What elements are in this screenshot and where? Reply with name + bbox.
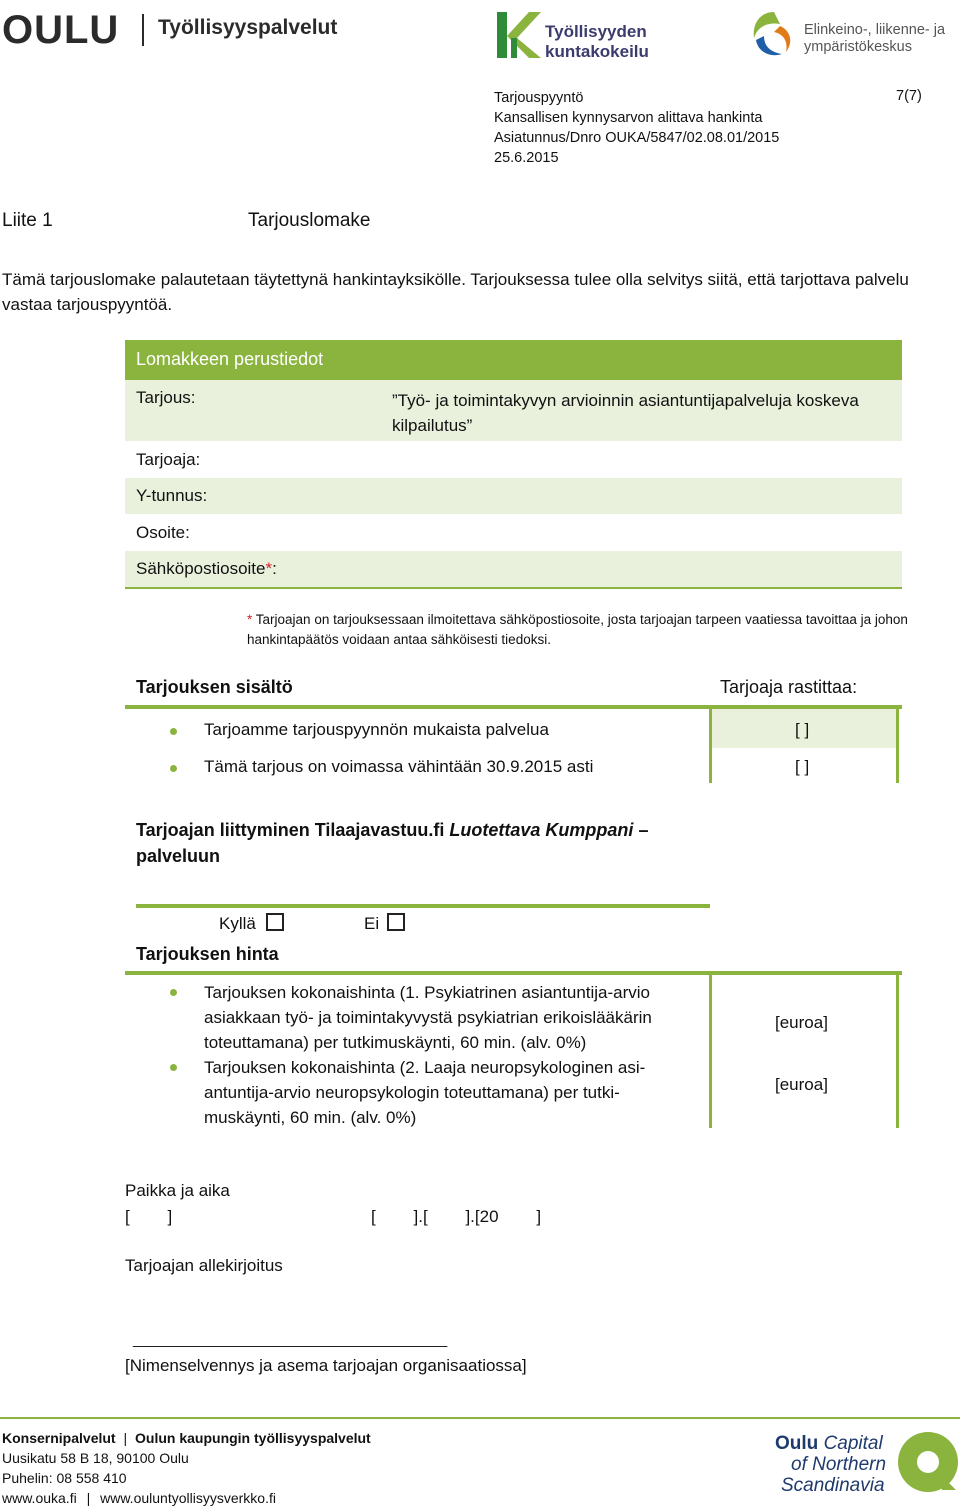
email-asterisk: * [265,559,273,578]
oulu-capital-line3: Scandinavia [781,1475,885,1496]
ely-logo-icon [750,8,798,58]
place-field[interactable]: [ ] [125,1207,173,1226]
no-label: Ei [364,914,380,933]
price-col-left [709,975,712,1128]
check-heading: Tarjoaja rastittaa: [720,677,858,697]
price-item-2-line1: Tarjouksen kokonaishinta (2. Laaja neuropsykologinen asi- [204,1058,646,1077]
tilaajavastuu-heading-part2: – [633,820,649,840]
footer-web [2,1488,371,1508]
yes-checkbox[interactable] [266,913,284,931]
email-colon: : [272,559,277,578]
oulu-capital-line1-oulu: Oulu [775,1433,819,1454]
price-item-1-line2: asiakkaan työ- ja toimintakyvystä psykiatrian erikoislääkärin [204,1008,652,1027]
footer-address: Uusikatu 58 B 18, 90100 Oulu [2,1450,189,1466]
note-text: Tarjoajan on tarjouksessaan ilmoitettava sähköpostiosoite, josta tarjoajan tarpeen vaatiessa tavoittaa ja johon hankintapäätös voidaan antaa sähköisesti tiedoksi. [247,612,908,647]
oulu-capital-line1-capital: Capital [823,1433,883,1454]
doc-type: Tarjouspyyntö [494,90,584,106]
tilaajavastuu-heading-part1: Tarjoajan liittyminen Tilaajavastuu.fi [136,820,450,840]
footer-sep: | [123,1430,128,1446]
doc-subtitle: Kansallisen kynnysarvon alittava hankinta [494,110,763,126]
form-row-bg [125,478,902,514]
footer-phone: Puhelin: 08 558 410 [2,1470,127,1486]
price-rule [125,971,902,975]
appendix-label: Liite 1 [2,210,53,231]
oulu-logo-text: OULU [2,8,120,52]
footer-org1: Konsernipalvelut [2,1430,116,1446]
yes-label: Kyllä [219,914,256,933]
form-table-bottom-rule [125,587,902,589]
form-basics-heading: Lomakkeen perustiedot [136,349,324,369]
tilaajavastuu-rule [136,904,710,908]
bidder-label: Tarjoaja: [136,450,201,469]
price-item-2-line3: muskäynti, 60 min. (alv. 0%) [204,1108,417,1127]
offer-value: ”Työ- ja toimintakyvyn arvioinnin asiantuntijapalveluja koskeva kilpailutus” [392,391,859,435]
ely-logo-line2: ympäristökeskus [804,39,912,55]
footer-info [2,1428,371,1508]
bullet [170,728,177,735]
email-label-text: Sähköpostiosoite [136,559,266,578]
page-title: Tarjouslomake [248,210,371,231]
bullet [170,989,177,996]
price-item-1 [204,980,652,1055]
kuntakokeilu-logo-line1: Työllisyyden [545,22,647,41]
price-unit-2[interactable]: [euroa] [775,1075,828,1094]
check-col-left [709,709,712,783]
tilaajavastuu-heading-italic: Luotettava Kumppani [449,820,634,840]
doc-date: 25.6.2015 [494,150,559,166]
date-field[interactable]: [ ].[ ].[20 ] [371,1207,542,1226]
footer-rule [0,1417,960,1419]
content-heading: Tarjouksen sisältö [136,677,293,697]
offer-label: Tarjous: [136,388,196,407]
footer-orgs [2,1428,371,1448]
oulu-capital-logo-icon [896,1430,960,1494]
oulu-capital-logo [775,1433,960,1503]
email-label [136,559,277,579]
check-mark-1[interactable]: [ ] [795,720,810,739]
price-heading: Tarjouksen hinta [136,944,279,964]
page-number: 7(7) [896,88,922,104]
place-time-label: Paikka ja aika [125,1181,230,1200]
price-col-right [896,975,899,1128]
business-id-label: Y-tunnus: [136,486,208,505]
intro-text: Tämä tarjouslomake palautetaan täytettynä hankintayksikölle. Tarjouksessa tulee olla selvitys siitä, että tarjottava palvelu vastaa tarjouspyyntöä. [2,270,909,314]
ely-logo [750,8,960,63]
doc-meta [494,88,934,168]
footer-org2: Oulun kaupungin työllisyyspalvelut [135,1430,371,1446]
price-item-2 [204,1055,645,1130]
tilaajavastuu-heading [136,817,648,869]
oulu-capital-line1 [775,1433,883,1455]
email-note [247,610,947,650]
footer-web-sep: | [86,1490,91,1506]
address-label: Osoite: [136,523,190,542]
price-item-1-line1: Tarjouksen kokonaishinta (1. Psykiatrinen asiantuntija-arvio [204,983,651,1002]
oulu-logo [2,8,338,52]
footer-web1[interactable]: www.ouka.fi [2,1490,77,1506]
tilaajavastuu-heading-line2: palveluun [136,846,221,866]
content-item-1: Tarjoamme tarjouspyynnön mukaista palvelua [204,720,549,739]
oulu-capital-line2: of Northern [791,1454,887,1475]
check-mark-2[interactable]: [ ] [795,757,810,776]
check-col-right [896,709,899,783]
footer-web2[interactable]: www.ouluntyollisyysverkko.fi [100,1490,276,1506]
price-item-2-line2: antuntija-arvio neuropsykologin toteuttamana) per tutki- [204,1083,620,1102]
kuntakokeilu-logo [495,8,655,63]
bullet [170,765,177,772]
kuntakokeilu-logo-line2: kuntakokeilu [545,42,649,61]
content-item-2: Tämä tarjous on voimassa vähintään 30.9.2015 asti [204,757,594,776]
oulu-logo-sub: Työllisyyspalvelut [158,16,338,39]
signature-label: Tarjoajan allekirjoitus [125,1256,283,1275]
signature-line[interactable]: ________________________________________ [133,1331,447,1348]
name-clarification: [Nimenselvennys ja asema tarjoajan organisaatiossa] [125,1356,527,1375]
kuntakokeilu-logo-icon [495,8,545,60]
no-checkbox[interactable] [387,913,405,931]
doc-reference: Asiatunnus/Dnro OUKA/5847/02.08.01/2015 [494,130,780,146]
note-asterisk: * [247,612,253,627]
bullet [170,1064,177,1071]
price-item-1-line3: toteuttamana) per tutkimuskäynti, 60 min. (alv. 0%) [204,1033,587,1052]
price-unit-1[interactable]: [euroa] [775,1013,828,1032]
ely-logo-line1: Elinkeino-, liikenne- ja [804,22,946,38]
